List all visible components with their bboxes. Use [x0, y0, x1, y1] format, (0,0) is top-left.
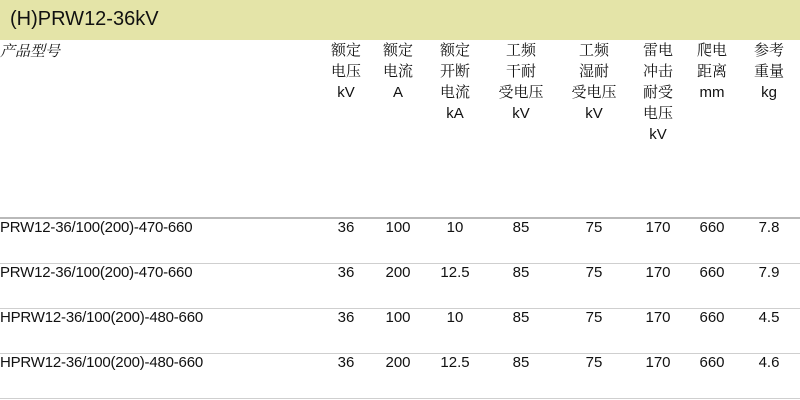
header-line: 电压 — [330, 63, 361, 80]
cell-lightning-impulse: 170 — [630, 264, 686, 309]
cell-weight: 7.8 — [738, 218, 800, 264]
cell-creepage: 660 — [686, 354, 738, 399]
header-line: 爬电 — [696, 42, 727, 59]
header-line: kV — [585, 105, 603, 122]
header-line: 耐受 — [642, 84, 673, 101]
cell-rated-current: 100 — [370, 309, 426, 354]
header-line: 额定 — [330, 42, 361, 59]
header-line: 电流 — [382, 63, 413, 80]
table-row — [0, 309, 800, 354]
column-header-model — [0, 40, 322, 218]
header-line: kV — [512, 105, 530, 122]
header-line: A — [392, 84, 403, 101]
cell-rated-current: 200 — [370, 354, 426, 399]
cell-weight: 4.6 — [738, 354, 800, 399]
column-header-power-freq-dry — [484, 40, 558, 218]
header-row — [0, 40, 800, 218]
header-line: 工频 — [505, 42, 536, 59]
column-header-rated-voltage — [322, 40, 370, 218]
cell-power-freq-dry: 85 — [484, 264, 558, 309]
cell-power-freq-wet: 75 — [558, 309, 630, 354]
header-line: kV — [337, 84, 355, 101]
cell-lightning-impulse: 170 — [630, 218, 686, 264]
table-row — [0, 264, 800, 309]
cell-model: HPRW12-36/100(200)-480-660 — [0, 354, 322, 399]
header-line: kV — [649, 126, 667, 143]
header-line: 开断 — [439, 63, 470, 80]
cell-power-freq-dry: 85 — [484, 309, 558, 354]
header-line: 电流 — [439, 84, 470, 101]
cell-rated-current: 200 — [370, 264, 426, 309]
cell-lightning-impulse: 170 — [630, 309, 686, 354]
header-line: 电压 — [642, 105, 673, 122]
header-line: 冲击 — [642, 63, 673, 80]
cell-model: HPRW12-36/100(200)-480-660 — [0, 309, 322, 354]
specification-table — [0, 40, 800, 399]
cell-power-freq-dry: 85 — [484, 354, 558, 399]
cell-power-freq-dry: 85 — [484, 218, 558, 264]
cell-creepage: 660 — [686, 264, 738, 309]
table-body — [0, 218, 800, 399]
cell-breaking-current: 10 — [426, 309, 484, 354]
cell-rated-current: 100 — [370, 218, 426, 264]
cell-power-freq-wet: 75 — [558, 218, 630, 264]
header-line: 受电压 — [571, 84, 617, 101]
cell-power-freq-wet: 75 — [558, 264, 630, 309]
header-line: kA — [446, 105, 464, 122]
header-line: 额定 — [439, 42, 470, 59]
cell-weight: 7.9 — [738, 264, 800, 309]
header-line: 雷电 — [642, 42, 673, 59]
header-line: 干耐 — [505, 63, 536, 80]
header-line: 参考 — [753, 42, 784, 59]
column-header-weight — [738, 40, 800, 218]
column-header-breaking-current — [426, 40, 484, 218]
column-header-power-freq-wet — [558, 40, 630, 218]
cell-creepage: 660 — [686, 218, 738, 264]
column-header-creepage — [686, 40, 738, 218]
header-line: 重量 — [753, 63, 784, 80]
header-line: 工频 — [578, 42, 609, 59]
column-header-model-label: 产品型号 — [0, 43, 61, 60]
cell-breaking-current: 10 — [426, 218, 484, 264]
cell-rated-voltage: 36 — [322, 218, 370, 264]
header-line: mm — [699, 84, 725, 101]
cell-lightning-impulse: 170 — [630, 354, 686, 399]
header-line: kg — [761, 84, 777, 101]
column-header-rated-current — [370, 40, 426, 218]
cell-creepage: 660 — [686, 309, 738, 354]
table-row — [0, 354, 800, 399]
header-line: 受电压 — [498, 84, 544, 101]
table-header — [0, 40, 800, 218]
cell-rated-voltage: 36 — [322, 354, 370, 399]
table-row — [0, 218, 800, 264]
cell-rated-voltage: 36 — [322, 309, 370, 354]
cell-model: PRW12-36/100(200)-470-660 — [0, 218, 322, 264]
title-bar — [0, 0, 800, 40]
cell-breaking-current: 12.5 — [426, 354, 484, 399]
page-title: (H)PRW12-36kV — [10, 8, 159, 30]
cell-rated-voltage: 36 — [322, 264, 370, 309]
header-line: 距离 — [696, 63, 727, 80]
cell-power-freq-wet: 75 — [558, 354, 630, 399]
cell-breaking-current: 12.5 — [426, 264, 484, 309]
header-line: 湿耐 — [578, 63, 609, 80]
header-line: 额定 — [382, 42, 413, 59]
column-header-lightning-impulse — [630, 40, 686, 218]
cell-model: PRW12-36/100(200)-470-660 — [0, 264, 322, 309]
cell-weight: 4.5 — [738, 309, 800, 354]
